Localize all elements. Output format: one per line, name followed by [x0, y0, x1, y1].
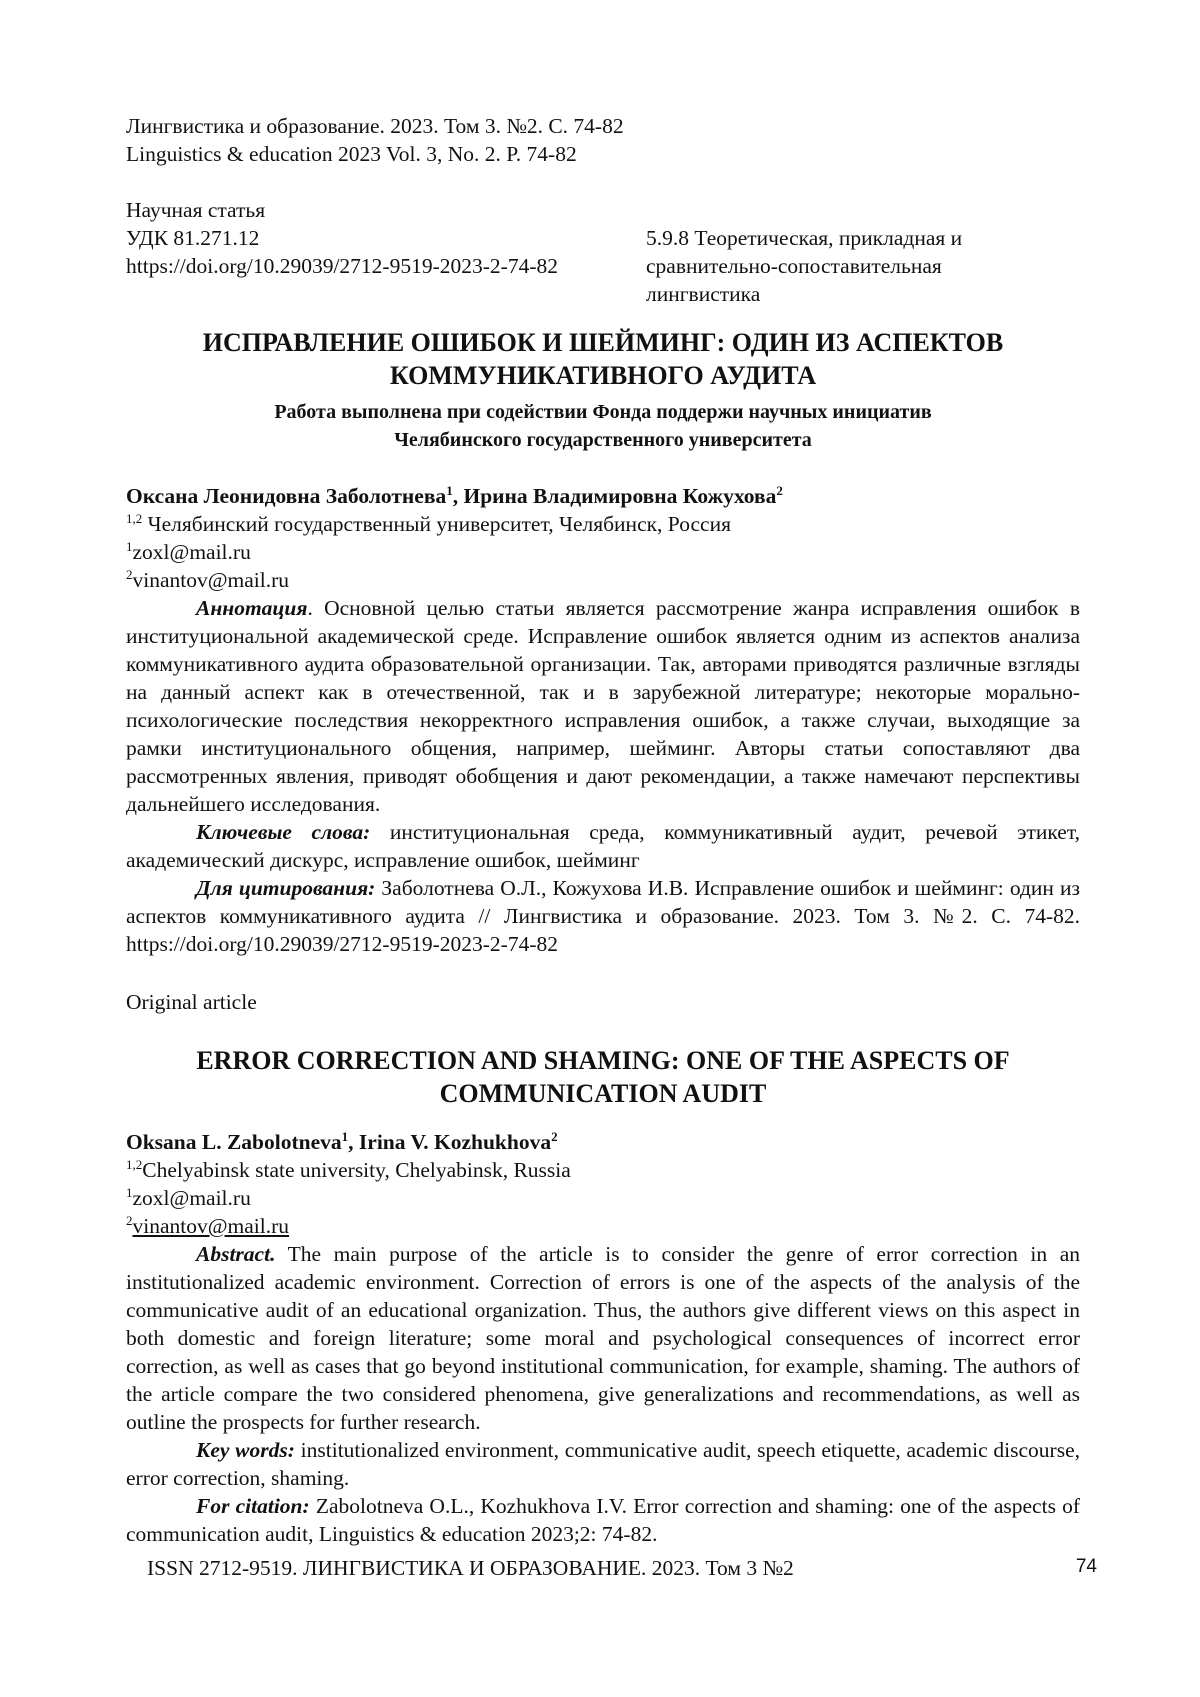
keywords-ru	[126, 818, 1080, 874]
affiliation-sup: 1,2	[126, 1156, 143, 1172]
affiliation-text: Челябинский государственный университет, Челябинск, Россия	[142, 512, 731, 536]
keywords-text: институциональная среда, коммуникативный аудит, речевой этикет, академический дискурс, исправление ошибок, шейминг	[126, 820, 1080, 872]
author-name: Irina V. Kozhukhova	[358, 1130, 552, 1154]
author-sup: 1	[341, 1128, 349, 1144]
abstract-ru	[126, 594, 1080, 818]
citation-ru	[126, 874, 1080, 958]
header-ru: Лингвистика и образование. 2023. Том 3. №2. С. 74-82	[126, 114, 624, 138]
keywords-label: Ключевые слова:	[196, 820, 371, 844]
affiliation-text: Chelyabinsk state university, Chelyabinsk, Russia	[142, 1158, 571, 1182]
title-ru	[126, 326, 1080, 392]
funding-line: Работа выполнена при содействии Фонда поддержи научных инициатив	[274, 401, 932, 423]
funding-line: Челябинского государственного университета	[394, 429, 812, 451]
article-content	[126, 112, 1080, 1548]
author-sup: 1	[446, 482, 453, 498]
email-sup: 1	[126, 538, 133, 554]
title-ru-line: КОММУНИКАТИВНОГО АУДИТА	[389, 361, 817, 390]
email-link[interactable]: vinantov@mail.ru	[132, 1214, 290, 1238]
email-en-1	[126, 1184, 1080, 1212]
title-en-line: ERROR CORRECTION AND SHAMING: ONE OF THE ASPECTS OF	[196, 1046, 1010, 1075]
email-en-2	[126, 1212, 1080, 1240]
page-footer	[147, 1556, 1097, 1581]
author-name: Oksana L. Zabolotneva	[126, 1130, 342, 1154]
email-sup: 2	[126, 566, 133, 582]
affiliation-sup: 1,2	[126, 510, 143, 526]
citation-text: Zabolotneva O.L., Kozhukhova I.V. Error correction and shaming: one of the aspects of communication audit, Linguistics & education 2023;2: 74-82.	[126, 1494, 1080, 1546]
speciality-line: лингвистика	[646, 282, 761, 306]
speciality-line: сравнительно-сопоставительная	[646, 254, 942, 278]
keywords-en	[126, 1436, 1080, 1492]
citation-text: Заболотнева О.Л., Кожухова И.В. Исправление ошибок и шейминг: один из аспектов коммуникативного аудита // Лингвистика и образование. 2023. Том 3. №2. С. 74-82. https://doi.org/10.29039/2712-9519-2023-2-74-82	[126, 876, 1080, 956]
udc-code: УДК 81.271.12	[126, 226, 260, 250]
citation-label: For citation:	[196, 1494, 310, 1518]
citation-en	[126, 1492, 1080, 1548]
abstract-text: The main purpose of the article is to consider the genre of error correction in an institutionalized academic environment. Correction of errors is one of the aspects of the analysis of the communicative audit of an educational organization. Thus, the authors give different views on this aspect in both domestic and foreign literature; some moral and psychological consequences of incorrect error correction, as well as cases that go beyond institutional communication, for example, shaming. The authors of the article compare the two considered phenomena, give generalizations and recommendations, as well as outline the prospects for further research.	[126, 1242, 1080, 1434]
author-sup: 2	[551, 1128, 558, 1144]
email-sup: 2	[126, 1212, 133, 1228]
footer-journal: ISSN 2712-9519. ЛИНГВИСТИКА И ОБРАЗОВАНИЕ. 2023. Том 3 №2	[147, 1556, 794, 1580]
email-link[interactable]: vinantov@mail.ru	[132, 568, 290, 592]
citation-label: Для цитирования:	[196, 876, 376, 900]
title-en-line: COMMUNICATION AUDIT	[439, 1079, 767, 1108]
page-number: 74	[1075, 1556, 1097, 1577]
title-ru-line: ИСПРАВЛЕНИЕ ОШИБОК И ШЕЙМИНГ: ОДИН ИЗ АСПЕКТОВ	[202, 328, 1004, 357]
abstract-text: . Основной целью статьи является рассмотрение жанра исправления ошибок в институциональной академической среде. Исправление ошибок является одним из аспектов анализа коммуникативного аудита образовательной организации. Так, авторами приводятся различные взгляды на данный аспект как в отечественной, так и в зарубежной литературе; некоторые морально-психологические последствия некорректного исправления ошибок, а также случаи, выходящие за рамки институционального общения, например, шейминг. Авторы статьи сопоставляют два рассмотренных явления, приводят обобщения и дают рекомендации, а также намечают перспективы дальнейшего исследования.	[126, 596, 1080, 816]
speciality-line: 5.9.8 Теоретическая, прикладная и	[646, 226, 963, 250]
header-en: Linguistics & education 2023 Vol. 3, No. 2. P. 74-82	[126, 142, 577, 166]
keywords-label: Key words:	[196, 1438, 295, 1462]
email-link[interactable]: zoxl@mail.ru	[132, 540, 251, 564]
author-name: Оксана Леонидовна Заболотнева	[126, 484, 447, 508]
article-type-en: Original article	[126, 990, 257, 1014]
author-separator: ,	[348, 1130, 359, 1154]
email-link[interactable]: zoxl@mail.ru	[132, 1186, 251, 1210]
email-ru-1	[126, 538, 1080, 566]
affiliation-en	[126, 1156, 1080, 1184]
abstract-label: Аннотация	[196, 596, 308, 620]
article-type-ru: Научная статья	[126, 198, 266, 222]
affiliation-ru	[126, 510, 1080, 538]
meta-block	[126, 224, 1080, 308]
abstract-label: Abstract.	[196, 1242, 276, 1266]
authors-ru	[126, 482, 1080, 510]
funding-note	[126, 398, 1080, 454]
email-sup: 1	[126, 1184, 133, 1200]
keywords-text: institutionalized environment, communicative audit, speech etiquette, academic discourse, error correction, shaming.	[126, 1438, 1080, 1490]
authors-en	[126, 1128, 1080, 1156]
author-sup: 2	[776, 482, 783, 498]
email-ru-2	[126, 566, 1080, 594]
title-en	[126, 1044, 1080, 1110]
author-name: Ирина Владимировна Кожухова	[463, 484, 777, 508]
author-separator: ,	[452, 484, 464, 508]
abstract-en	[126, 1240, 1080, 1436]
doi-link[interactable]: https://doi.org/10.29039/2712-9519-2023-2-74-82	[126, 254, 558, 278]
